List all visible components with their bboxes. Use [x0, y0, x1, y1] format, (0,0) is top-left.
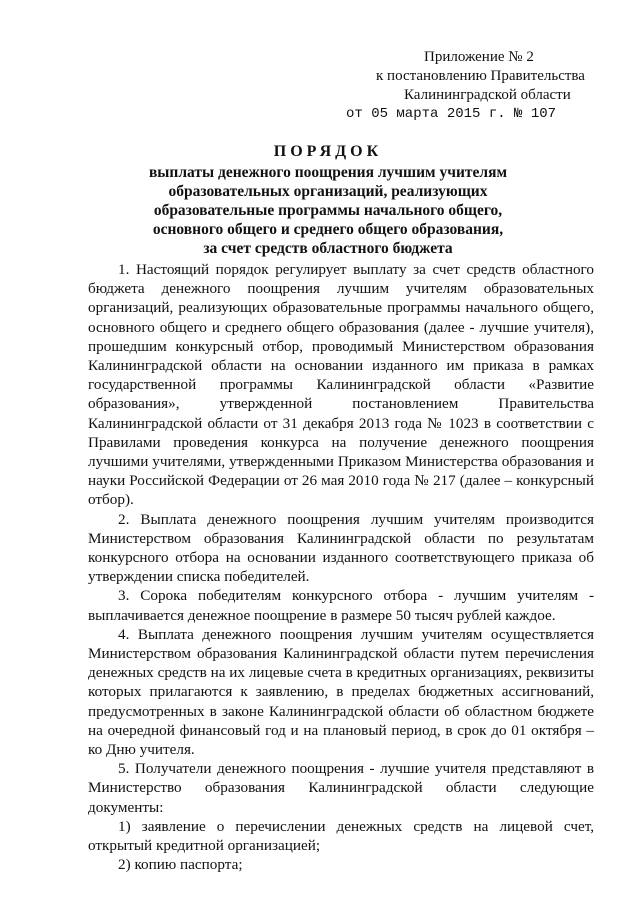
title-subtitle-line: выплаты денежного поощрения лучшим учителям	[148, 164, 508, 181]
appendix-resolution: к постановлению Правительства	[376, 68, 585, 84]
title-subtitle-line: за счет средств областного бюджета	[203, 240, 453, 257]
title-subtitle-line: образовательных организаций, реализующих	[168, 183, 488, 200]
document-title	[88, 142, 568, 258]
paragraph-2: 2. Выплата денежного поощрения лучшим учителям производится Министерством образования Калининградской области по результатам конкурсного отбора на основании изданного соответствующего приказа об утверждении списка победителей.	[88, 510, 594, 586]
appendix-date: от 05 марта 2015 г. № 107	[346, 106, 557, 122]
title-subtitle-line: основного общего и среднего общего образования,	[152, 221, 504, 238]
appendix-number: Приложение № 2	[424, 49, 534, 65]
paragraph-5: 5. Получатели денежного поощрения - лучшие учителя представляют в Министерство образования Калининградской области следующие документы:	[88, 760, 594, 816]
paragraph-1: 1. Настоящий порядок регулирует выплату за счет средств областного бюджета денежного поощрения лучшим учителям образовательных организаций, реализующих образовательные программы начального общего, основного общего и среднего общего образования (далее - лучшие учителя), прошедшим конкурсный отбор, проводимый Министерством образования Калининградской области на основании изданного им приказа в рамках государственной программы Калининградской области «Развитие образования», утвержденной постановлением Правительства Калининградской области от 31 декабря 2013 года № 1023 в соответствии с Правилами проведения конкурса на получение денежного поощрения лучшими учителями, утвержденными Приказом Министерства образования и науки Российской Федерации от 26 мая 2010 года № 217 (далее – конкурсный отбор).	[88, 261, 594, 509]
list-item-2: 2) копию паспорта;	[118, 856, 243, 874]
list-item-1: 1) заявление о перечислении денежных средств на лицевой счет, открытый кредитной организацией;	[88, 817, 594, 855]
paragraph-3: 3. Сорока победителям конкурсного отбора - лучшим учителям - выплачивается денежное поощрение в размере 50 тысяч рублей каждое.	[88, 587, 594, 624]
appendix-header	[340, 48, 590, 124]
title-main: ПОРЯДОК	[273, 143, 383, 160]
document-body	[88, 260, 594, 875]
title-subtitle-line: образовательные программы начального общего,	[153, 202, 503, 219]
paragraph-4: 4. Выплата денежного поощрения лучшим учителям осуществляется Министерством образования Калининградской области путем перечисления денежных средств на их лицевые счета в кредитных организациях, реквизиты которых прилагаются к заявлению, в пределах бюджетных ассигнований, предусмотренных в законе Калининградской области об областном бюджете на очередной финансовый год и на плановый период, в срок до 01 октября – ко Дню учителя.	[88, 625, 594, 759]
appendix-region: Калининградской области	[404, 87, 571, 103]
